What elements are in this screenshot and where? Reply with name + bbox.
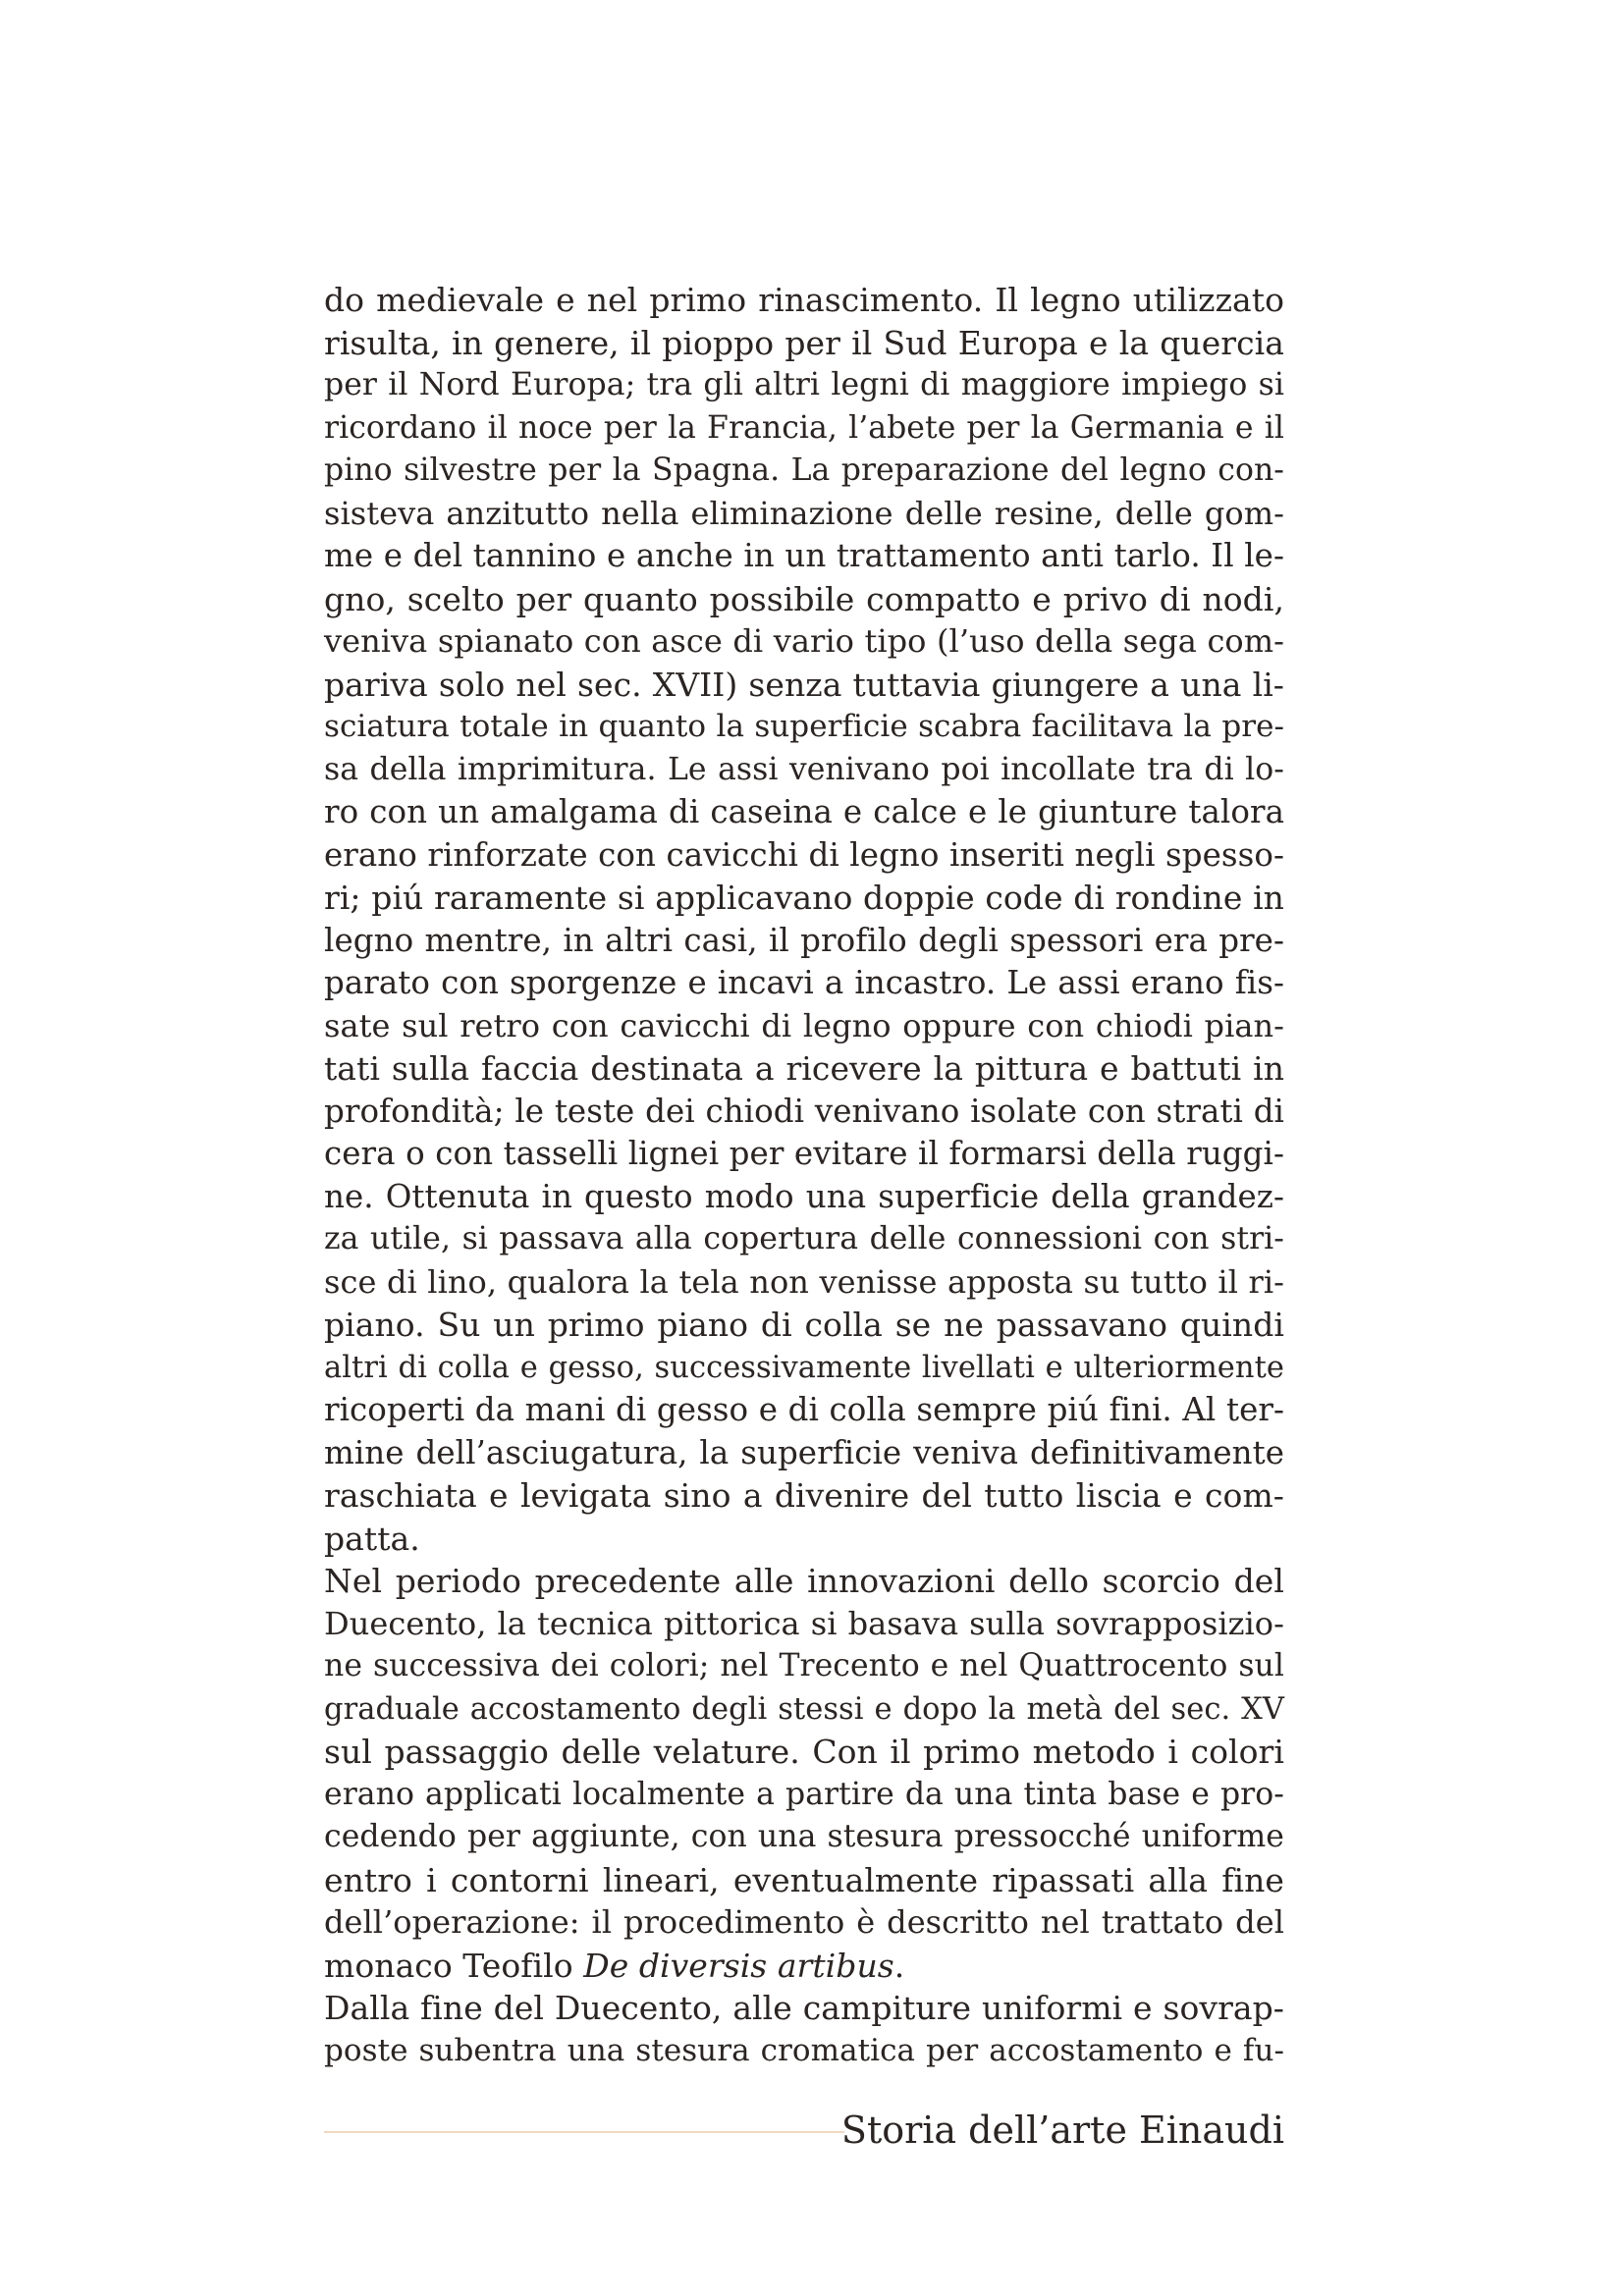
text-line: pariva solo nel sec. XVII) senza tuttavia giungere a una li- <box>324 665 1284 704</box>
text-line: graduale accostamento degli stessi e dopo la metà del sec. XV <box>324 1691 1284 1727</box>
text-line: monaco Teofilo De diversis artibus. <box>324 1946 905 1985</box>
text-line: entro i contorni lineari, eventualmente ripassati alla fine <box>324 1860 1284 1899</box>
text-line: me e del tannino e anche in un trattamento anti tarlo. Il le- <box>324 537 1284 574</box>
text-line: erano rinforzate con cavicchi di legno inseriti negli spesso- <box>324 835 1284 874</box>
text-line: cedendo per aggiunte, con una stesura pressocché uniforme <box>324 1819 1284 1854</box>
text-line: legno mentre, in altri casi, il profilo degli spessori era pre- <box>324 921 1284 959</box>
text-line: ri; piú raramente si applicavano doppie code di rondine in <box>324 879 1284 917</box>
text-line: profondità; le teste dei chiodi venivano isolate con strati di <box>324 1092 1284 1130</box>
text-line: altri di colla e gesso, successivamente livellati e ulteriormente <box>324 1350 1284 1385</box>
text-line: sa della imprimitura. Le assi venivano poi incollate tra di lo- <box>324 751 1284 787</box>
text-line: sisteva anzitutto nella eliminazione delle resine, delle gom- <box>324 494 1284 532</box>
footer-rule <box>324 2131 844 2133</box>
footer-title: Storia dell’arte Einaudi <box>840 2109 1284 2152</box>
text-line: cera o con tasselli lignei per evitare il formarsi della ruggi- <box>324 1135 1284 1172</box>
body-text <box>324 279 1284 2072</box>
text-line: ne successiva dei colori; nel Trecento e nel Quattrocento sul <box>324 1648 1284 1683</box>
text-line: do medievale e nel primo rinascimento. Il legno utilizzato <box>324 281 1284 319</box>
text-line: mine dell’asciugatura, la superficie veniva definitivamente <box>324 1433 1284 1471</box>
text-line: pino silvestre per la Spagna. La preparazione del legno con- <box>324 453 1284 488</box>
text-line: sciatura totale in quanto la superficie scabra facilitava la pre- <box>324 709 1284 744</box>
text-line: piano. Su un primo piano di colla se ne passavano quindi <box>324 1306 1284 1344</box>
text-line: per il Nord Europa; tra gli altri legni di maggiore impiego si <box>324 367 1284 402</box>
book-title: De diversis artibus <box>583 1946 894 1985</box>
text-line: gno, scelto per quanto possibile compatto e privo di nodi, <box>324 579 1284 618</box>
text-line: za utile, si passava alla copertura delle connessioni con stri- <box>324 1221 1284 1256</box>
text-line: Duecento, la tecnica pittorica si basava sulla sovrapposizio- <box>324 1604 1284 1642</box>
text-line: raschiata e levigata sino a divenire del tutto liscia e com- <box>324 1476 1284 1515</box>
text-line: parato con sporgenze e incavi a incastro. Le assi erano fis- <box>324 964 1284 1001</box>
text-line: poste subentra una stesura cromatica per accostamento e fu- <box>324 2032 1284 2068</box>
text-line: ne. Ottenuta in questo modo una superficie della grandez- <box>324 1177 1284 1215</box>
text-line: tati sulla faccia destinata a ricevere la pittura e battuti in <box>324 1049 1284 1088</box>
text-line: ricoperti da mani di gesso e di colla sempre piú fini. Al ter- <box>324 1391 1284 1428</box>
text-line: Nel periodo precedente alle innovazioni dello scorcio del <box>324 1562 1284 1600</box>
text-line: sul passaggio delle velature. Con il primo metodo i colori <box>324 1733 1284 1771</box>
text-line: ro con un amalgama di caseina e calce e le giunture talora <box>324 793 1284 830</box>
text-line: Dalla fine del Duecento, alle campiture uniformi e sovrap- <box>324 1989 1284 2027</box>
text-line: risulta, in genere, il pioppo per il Sud Europa e la quercia <box>324 323 1284 362</box>
text-line: sce di lino, qualora la tela non venisse apposta su tutto il ri- <box>324 1262 1284 1301</box>
text-line: sate sul retro con cavicchi di legno oppure con chiodi pian- <box>324 1006 1284 1044</box>
text-line: veniva spianato con asce di vario tipo (l’uso della sega com- <box>324 622 1284 660</box>
text-line: ricordano il noce per la Francia, l’abete per la Germania e il <box>324 409 1284 446</box>
text-line: dell’operazione: il procedimento è descritto nel trattato del <box>324 1903 1284 1941</box>
text-line: erano applicati localmente a partire da una tinta base e pro- <box>324 1776 1284 1812</box>
page-footer <box>324 2101 1284 2160</box>
text-line: patta. <box>324 1519 420 1558</box>
